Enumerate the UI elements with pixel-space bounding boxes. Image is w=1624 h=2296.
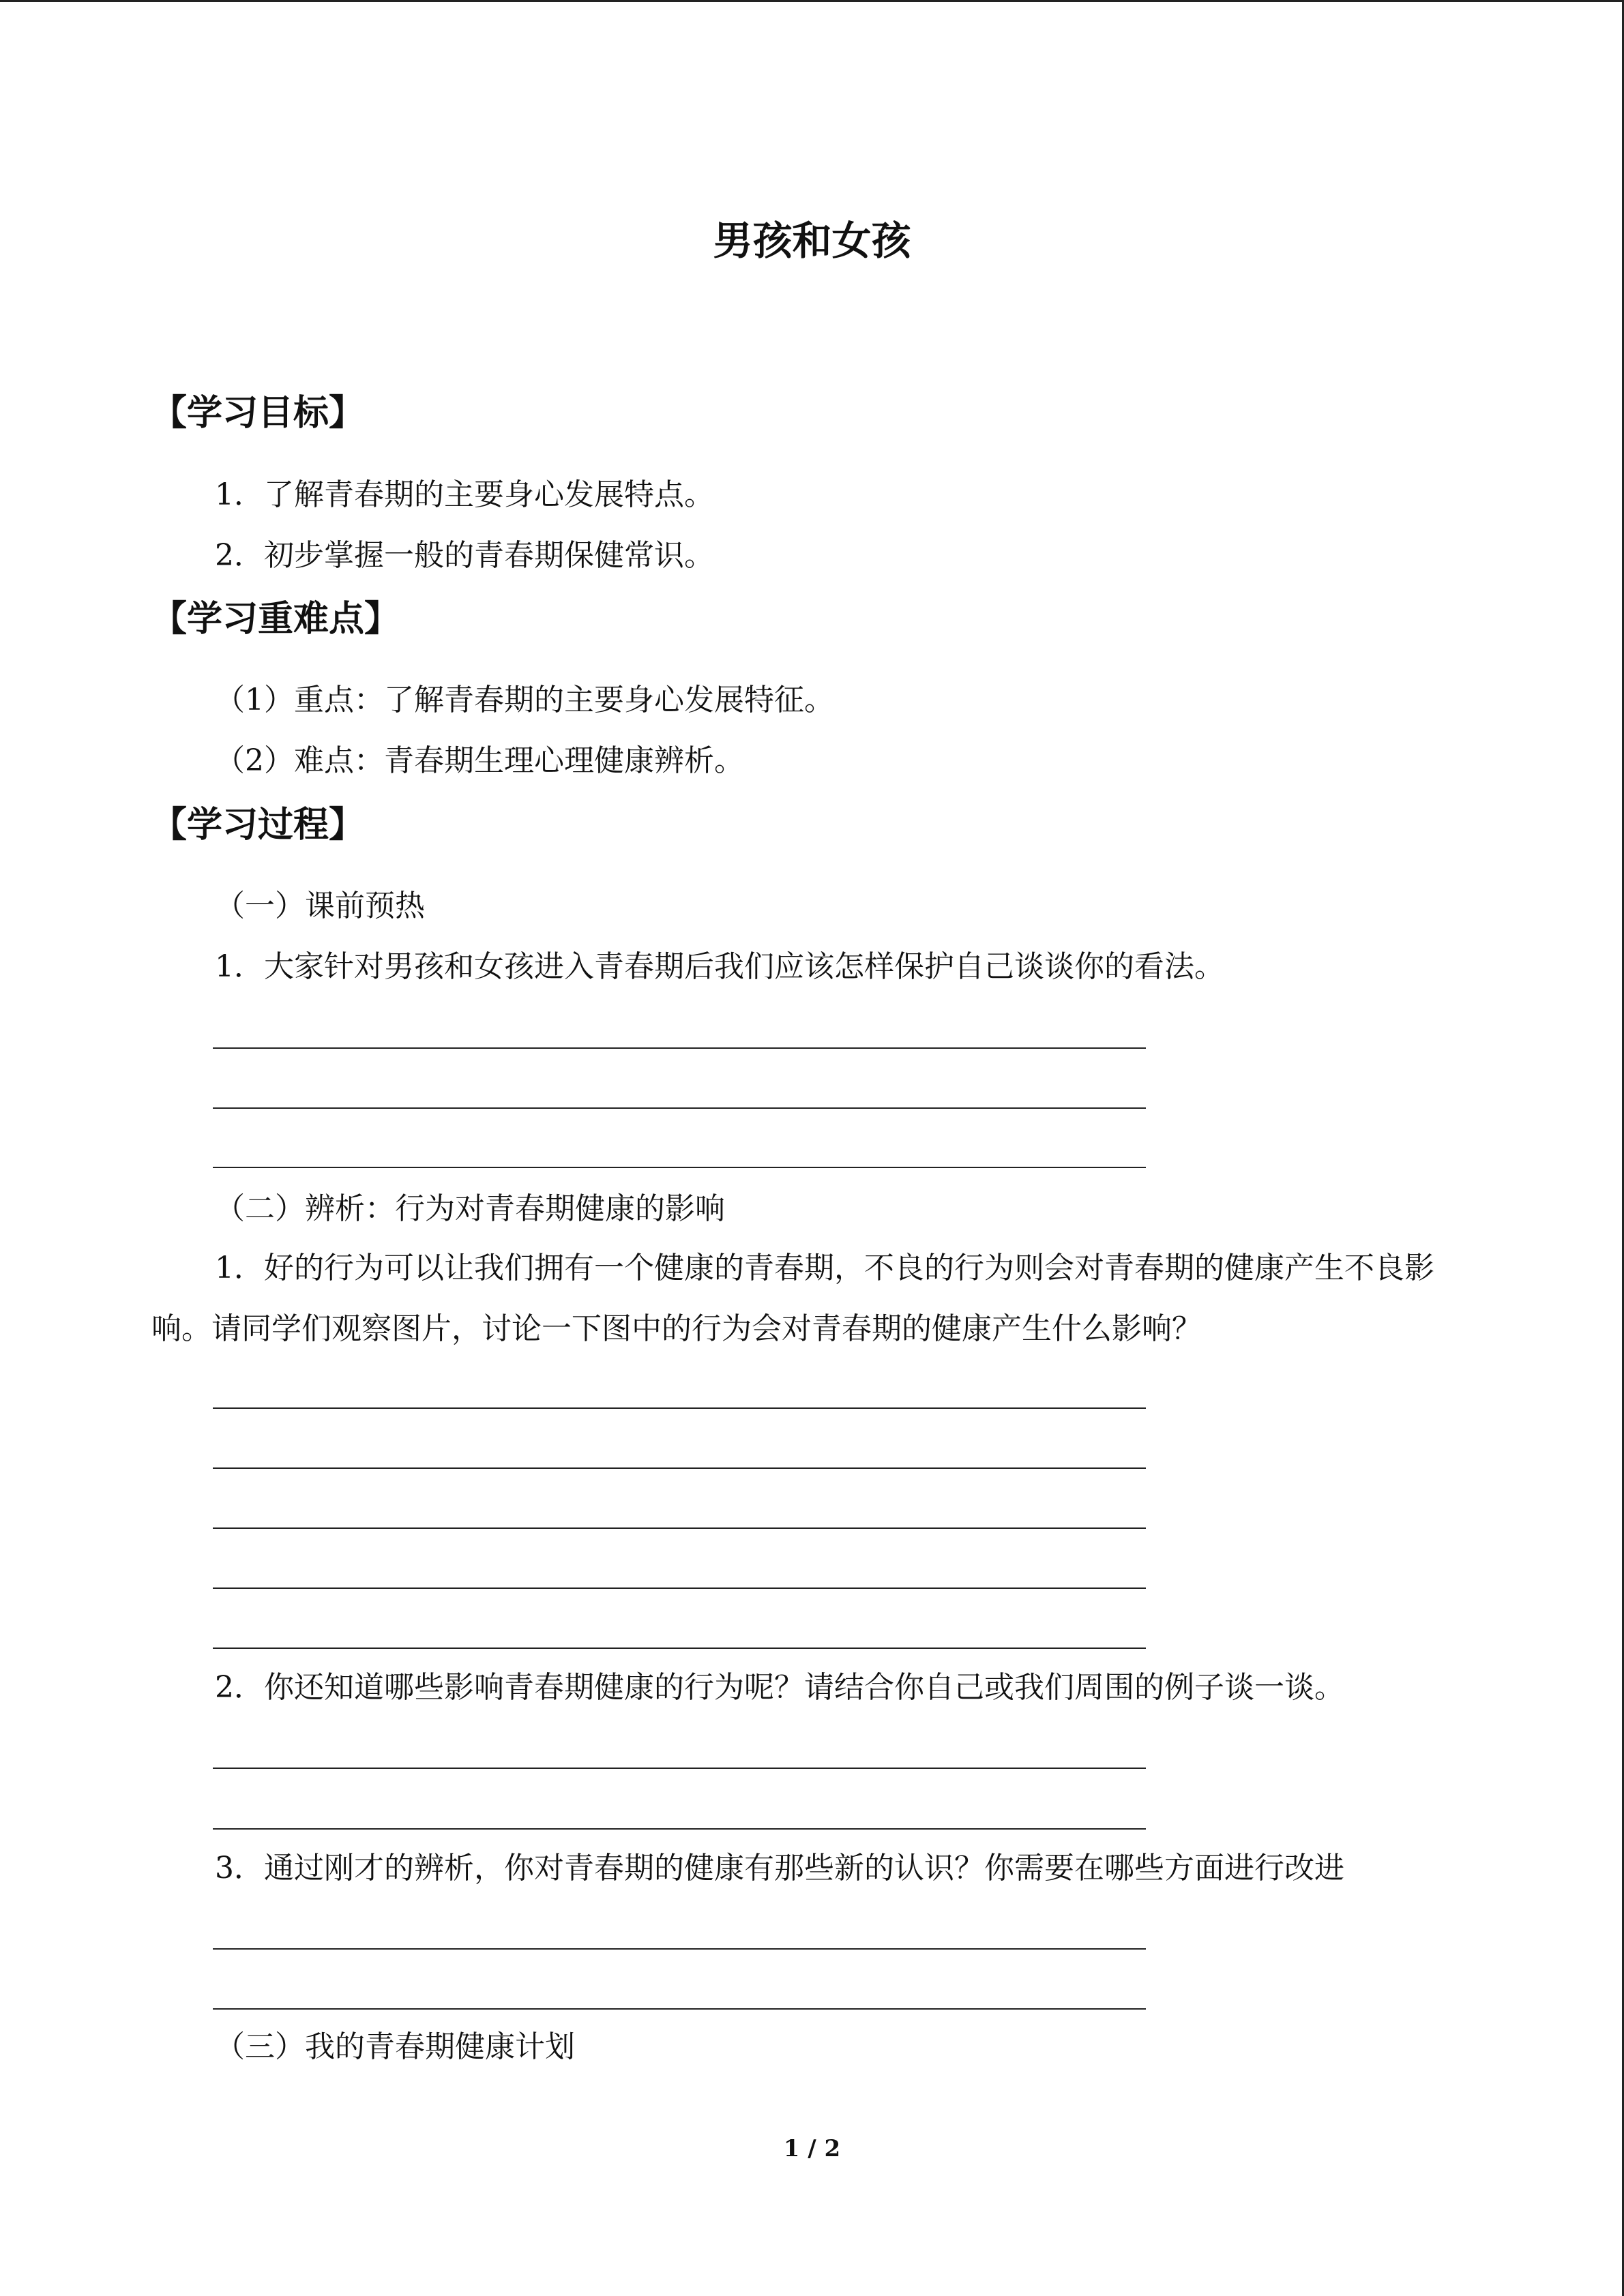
objective-item-1: 1．了解青春期的主要身心发展特点。 [215, 477, 714, 512]
part2-title: （二）辨析：行为对青春期健康的影响 [215, 1191, 725, 1226]
key-point-item-2: （2）难点：青春期生理心理健康辨析。 [215, 743, 744, 778]
key-point-item-1: （1）重点：了解青春期的主要身心发展特征。 [215, 683, 834, 717]
answer-line[interactable] [213, 1948, 1146, 1950]
part3-title: （三）我的青春期健康计划 [215, 2029, 575, 2064]
answer-line[interactable] [213, 1828, 1146, 1830]
answer-line[interactable] [213, 1047, 1146, 1049]
page-title: 男孩和女孩 [713, 218, 911, 264]
answer-line[interactable] [213, 1768, 1146, 1769]
answer-line[interactable] [213, 1167, 1146, 1168]
answer-line[interactable] [213, 1467, 1146, 1469]
part2-question-3: 3．通过刚才的辨析，你对青春期的健康有那些新的认识？你需要在哪些方面进行改进 [215, 1851, 1344, 1885]
part1-question-1: 1．大家针对男孩和女孩进入青春期后我们应该怎样保护自己谈谈你的看法。 [215, 949, 1224, 984]
answer-line[interactable] [213, 2008, 1146, 2010]
answer-line[interactable] [213, 1587, 1146, 1589]
key-points-heading: 【学习重难点】 [151, 599, 400, 640]
page-number: 1 / 2 [783, 2135, 841, 2162]
answer-line[interactable] [213, 1527, 1146, 1529]
objectives-heading: 【学习目标】 [151, 393, 365, 434]
part2-question-2: 2．你还知道哪些影响青春期健康的行为呢？请结合你自己或我们周围的例子谈一谈。 [215, 1670, 1344, 1705]
part2-question-1: 1．好的行为可以让我们拥有一个健康的青春期，不良的行为则会对青春期的健康产生不良影响。请同学们观察图片，讨论一下图中的行为会对青春期的健康产生什么影响？ [151, 1251, 1434, 1346]
part1-title: （一）课前预热 [215, 889, 425, 923]
objective-item-2: 2．初步掌握一般的青春期保健常识。 [215, 538, 714, 573]
page-border-top [0, 0, 1624, 2]
process-heading: 【学习过程】 [151, 805, 365, 846]
answer-line[interactable] [213, 1648, 1146, 1649]
answer-line[interactable] [213, 1107, 1146, 1109]
answer-line[interactable] [213, 1407, 1146, 1409]
